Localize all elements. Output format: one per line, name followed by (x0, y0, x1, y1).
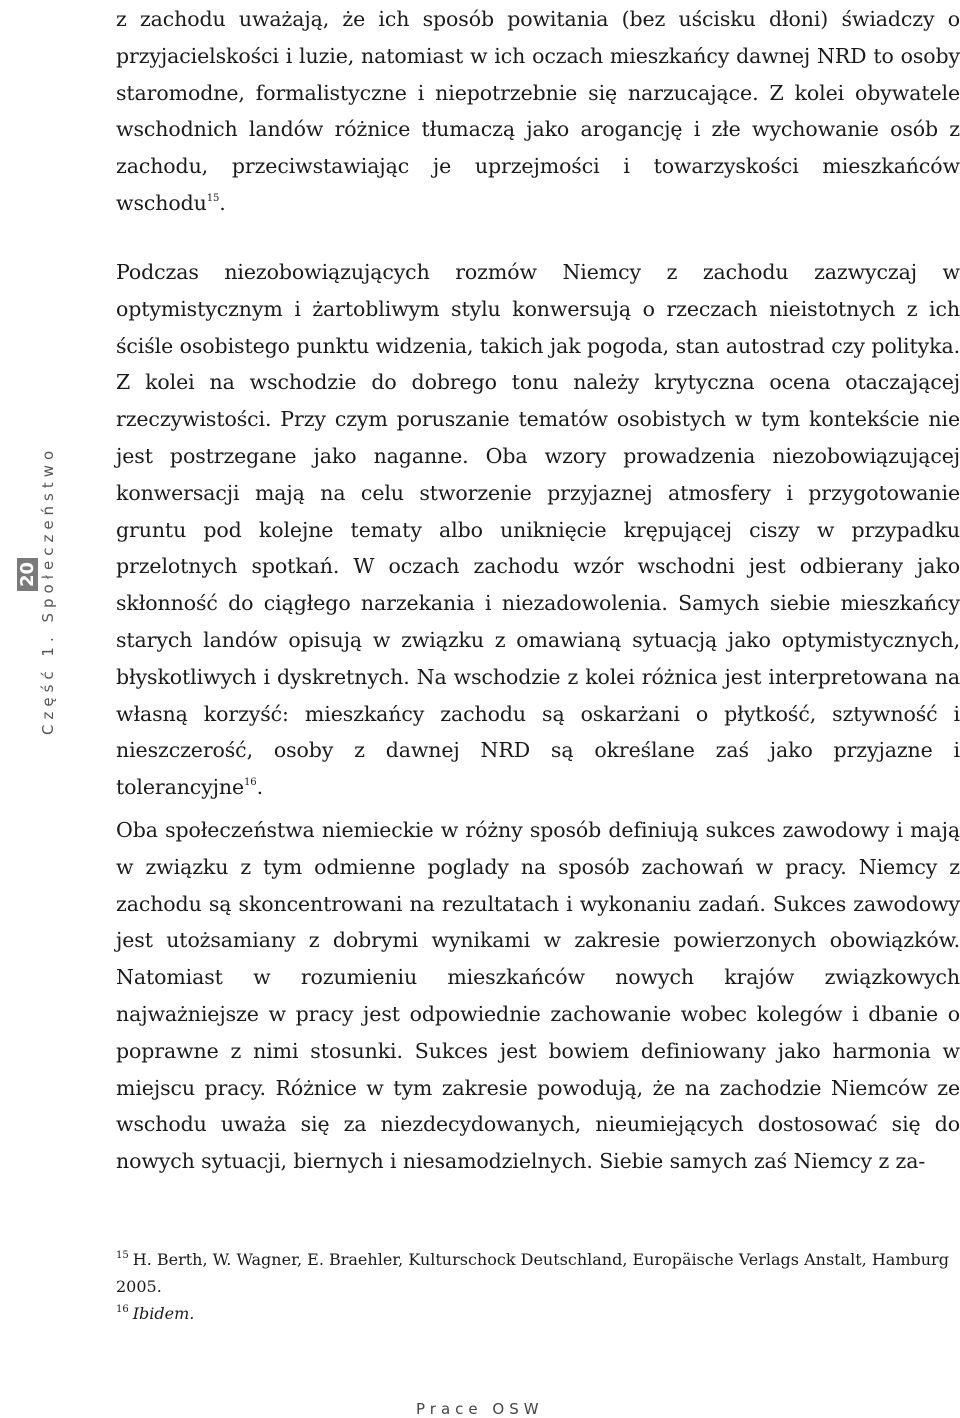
footnote-divider (116, 1228, 256, 1229)
paragraph-1 (116, 1, 960, 222)
paragraph-2 (116, 254, 960, 806)
paragraph-1-text: z zachodu uważają, że ich sposób powitania (bez uścisku dłoni) świadczy o przyjacielskości i luzie, natomiast w ich oczach mieszkańcy dawnej NRD to osoby staromodne, formalistyczne i niepotrzebnie się narzucające. Z kolei obywatele wschodnich landów różnice tłumaczą jako arogancję i złe wychowanie osób z zachodu, przeciwstawiając je uprzejmości i towarzyskości mieszkańców wschodu (116, 7, 960, 215)
paragraph-2-text: Podczas niezobowiązujących rozmów Niemcy z zachodu zazwyczaj w optymistycznym i żartobliwym stylu konwersują o rzeczach nieistotnych z ich ściśle osobistego punktu widzenia, takich jak pogoda, stan autostrad czy polityka. Z kolei na wschodzie do dobrego tonu należy krytyczna ocena otaczającej rzeczywistości. Przy czym poruszanie tematów osobistych w tym kontekście nie jest postrzegane jako naganne. Oba wzory prowadzenia niezobowiązującej konwersacji mają na celu stworzenie przyjaznej atmosfery i przygotowanie gruntu pod kolejne tematy albo uniknięcie krępującej ciszy w przypadku przelotnych spotkań. W oczach zachodu wzór wschodni jest odbierany jako skłonność do ciągłego narzekania i niezadowolenia. Samych siebie mieszkańcy starych landów opisują w związku z omawianą sytuacją jako optymistycznych, błyskotliwych i dyskretnych. Na wschodzie z kolei różnica jest interpretowana na własną korzyść: mieszkańcy zachodu są oskarżani o płytkość, sztywność i nieszczerość, osoby z dawnej NRD są określane zaś jako przyjazne i tolerancyjne (116, 260, 960, 800)
footnote-number: 15 (116, 1250, 129, 1261)
footnote-16 (116, 1300, 960, 1327)
sidebar (17, 445, 57, 735)
running-footer: Prace OSW (416, 1400, 544, 1418)
section-label: Część 1. Społeczeństwo (39, 445, 57, 735)
paragraph-1-end: . (219, 190, 226, 215)
footnote-text: H. Berth, W. Wagner, E. Braehler, Kulturschock Deutschland, Europäische Verlags Anstalt, Hamburg 2005. (116, 1250, 949, 1296)
footnote-number: 16 (116, 1304, 129, 1315)
footnote-ref-16[interactable]: 16 (244, 777, 257, 789)
footnotes (116, 1246, 960, 1327)
paragraph-3 (116, 812, 960, 1180)
paragraph-2-end: . (256, 775, 263, 800)
footnote-15 (116, 1246, 960, 1300)
footnote-ref-15[interactable]: 15 (206, 192, 220, 204)
footnote-text: Ibidem. (132, 1304, 195, 1323)
sidebar-rotated (17, 445, 57, 735)
paragraph-3-text: Oba społeczeństwa niemieckie w różny sposób definiują sukces zawodowy i mają w związku z tym odmienne poglady na sposób zachowań w pracy. Niemcy z zachodu są skoncentrowani na rezultatach i wykonaniu zadań. Sukces zawodowy jest utożsamiany z dobrymi wynikami w zakresie powierzonych obowiązków. Natomiast w rozumieniu mieszkańców nowych krajów związkowych najważniejsze w pracy jest odpowiednie zachowanie wobec kolegów i dbanie o poprawne z nimi stosunki. Sukces jest bowiem definiowany jako harmonia w miejscu pracy. Różnice w tym zakresie powodują, że na zachodzie Niemców ze wschodu uważa się za niezdecydowanych, nieumiejących dostosować się do nowych sytuacji, biernych i niesamodzielnych. Siebie samych zaś Niemcy z za- (116, 818, 960, 1174)
page-number: 20 (17, 558, 38, 591)
